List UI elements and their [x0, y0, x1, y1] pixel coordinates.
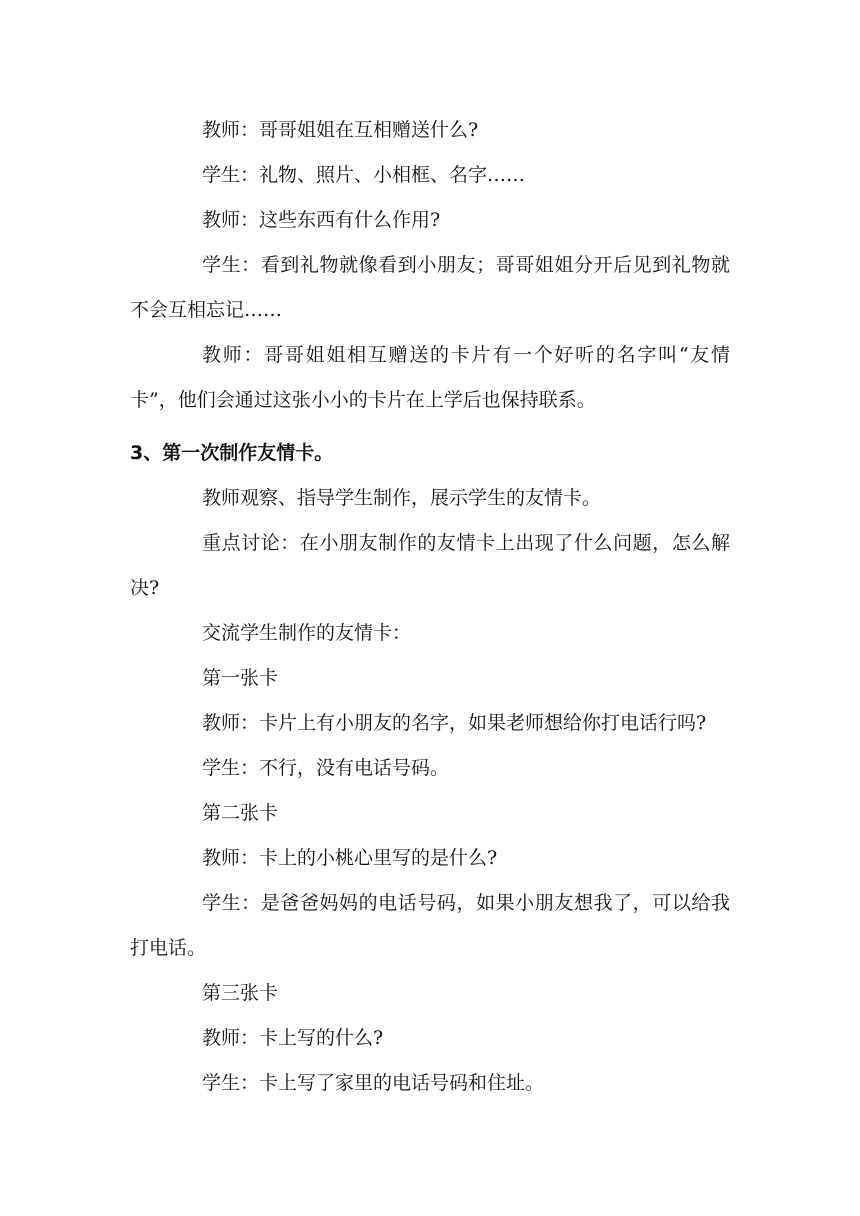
paragraph: 第三张卡 — [202, 982, 279, 1004]
paragraph: 学生：卡上写了家里的电话号码和住址。 — [202, 1072, 545, 1094]
paragraph: 教师观察、指导学生制作，展示学生的友情卡。 — [202, 487, 602, 509]
document-body — [130, 108, 730, 1106]
paragraph: 教师：卡片上有小朋友的名字，如果老师想给你打电话行吗? — [202, 712, 707, 734]
paragraph: 学生：是爸爸妈妈的电话号码，如果小朋友想我了，可以给我打电话。 — [130, 892, 730, 959]
paragraph: 教师：这些东西有什么作用? — [202, 209, 441, 231]
paragraph: 交流学生制作的友情卡： — [202, 622, 412, 644]
paragraph: 教师：卡上的小桃心里写的是什么? — [202, 847, 498, 869]
paragraph: 第一张卡 — [202, 667, 279, 689]
paragraph: 教师：哥哥姐姐相互赠送的卡片有一个好听的名字叫“友情卡”，他们会通过这张小小的卡片在上学后也保持联系。 — [130, 344, 730, 411]
paragraph: 学生：看到礼物就像看到小朋友；哥哥姐姐分开后见到礼物就不会互相忘记…… — [130, 254, 730, 321]
paragraph: 第二张卡 — [202, 802, 279, 824]
paragraph: 教师：哥哥姐姐在互相赠送什么? — [202, 119, 479, 141]
paragraph: 重点讨论：在小朋友制作的友情卡上出现了什么问题，怎么解决? — [130, 532, 730, 599]
paragraph: 学生：不行，没有电话号码。 — [202, 757, 450, 779]
paragraph: 学生：礼物、照片、小相框、名字…… — [202, 164, 526, 186]
section-heading: 3、第一次制作友情卡。 — [130, 442, 334, 464]
paragraph: 教师：卡上写的什么? — [202, 1027, 384, 1049]
